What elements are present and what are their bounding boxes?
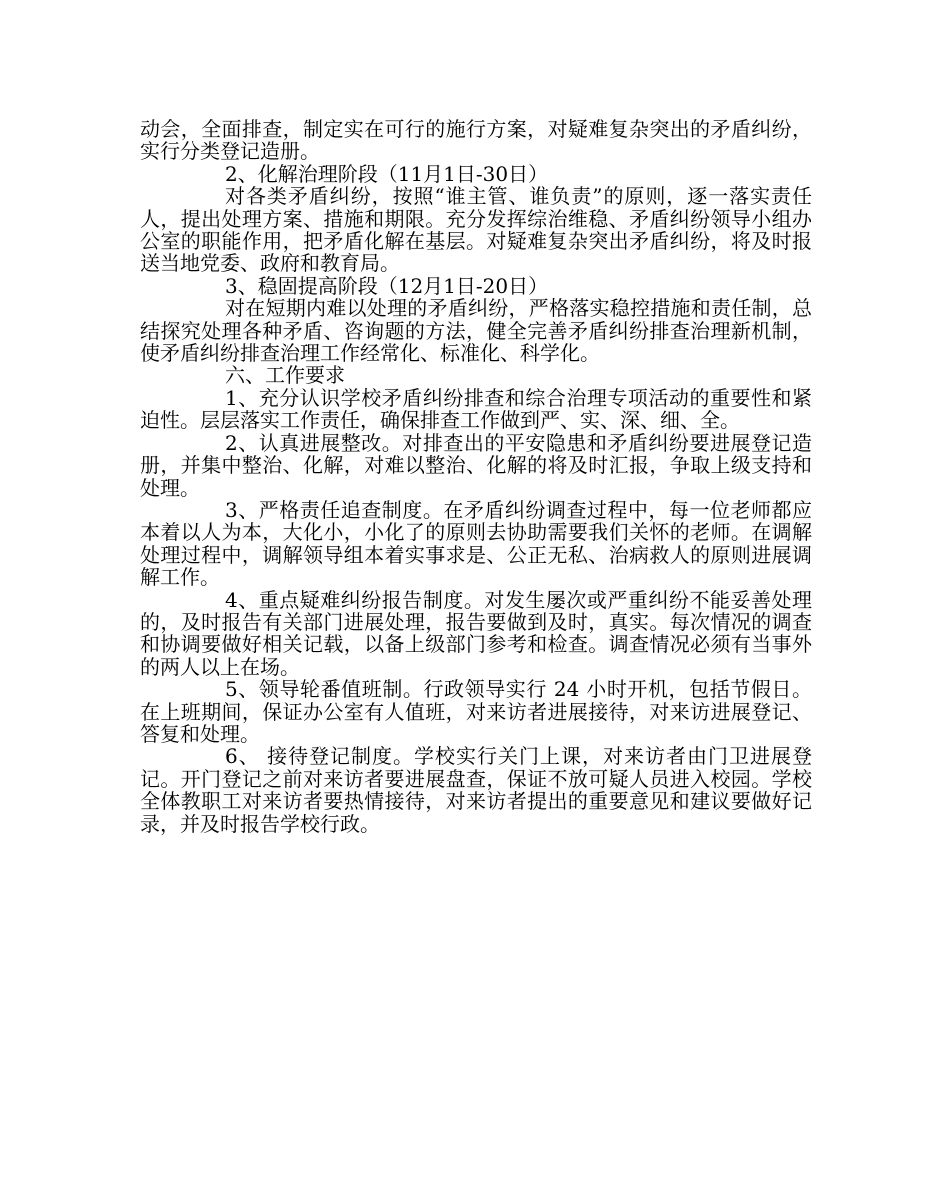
section-heading-work-requirements: 六、工作要求 [225,363,345,388]
paragraph-consolidation-phase: 对在短期内难以处理的矛盾纠纷，严格落实稳控措施和责任制，总结探究处理各种矛盾、咨询题的方法，健全完善矛盾纠纷排查治理新机制，使矛盾纠纷排查治理工作经常化、标准化、科学化。 [140,296,812,366]
paragraph-requirement-3: 3、严格责任追查制度。在矛盾纠纷调查过程中，每一位老师都应本着以人为本，大化小，小化了的原则去协助需要我们关怀的老师。在调解处理过程中，调解领导组本着实事求是、公正无私、治病救人的原则进展调解工作。 [140,497,812,590]
paragraph-intro-continuation: 动会，全面排查，制定实在可行的施行方案，对疑难复杂突出的矛盾纠纷，实行分类登记造册。 [140,117,812,164]
section-heading-consolidation-phase: 3、稳固提高阶段（12月1日-20日） [225,273,549,298]
section-heading-resolution-phase: 2、化解治理阶段（11月1日-30日） [225,161,549,186]
paragraph-requirement-5: 5、领导轮番值班制。行政领导实行 24 小时开机，包括节假日。在上班期间，保证办公室有人值班，对来访者进展接待，对来访进展登记、答复和处理。 [140,677,812,746]
paragraph-requirement-2: 2、认真进展整改。对排查出的平安隐患和矛盾纠纷要进展登记造册，并集中整治、化解，对难以整治、化解的将及时汇报，争取上级支持和处理。 [140,430,812,500]
paragraph-requirement-6: 6、 接待登记制度。学校实行关门上课，对来访者由门卫进展登记。开门登记之前对来访者要进展盘查，保证不放可疑人员进入校园。学校全体教职工对来访者要热情接待，对来访者提出的重要意见和建议要做好记录，并及时报告学校行政。 [140,744,812,836]
document-body [140,118,812,835]
paragraph-requirement-4: 4、重点疑难纠纷报告制度。对发生屡次或严重纠纷不能妥善处理的，及时报告有关部门进展处理，报告要做到及时，真实。每次情况的调查和协调要做好相关记载，以备上级部门参考和检查。调查情况必须有当事外的两人以上在场。 [140,587,812,679]
paragraph-requirement-1: 1、充分认识学校矛盾纠纷排查和综合治理专项活动的重要性和紧迫性。层层落实工作责任，确保排查工作做到严、实、深、细、全。 [140,385,812,433]
paragraph-resolution-phase: 对各类矛盾纠纷，按照“谁主管、谁负责”的原则，逐一落实责任人，提出处理方案、措施和期限。充分发挥综治维稳、矛盾纠纷领导小组办公室的职能作用，把矛盾化解在基层。对疑难复杂突出矛盾纠纷，将及时报送当地党委、政府和教育局。 [140,184,812,276]
